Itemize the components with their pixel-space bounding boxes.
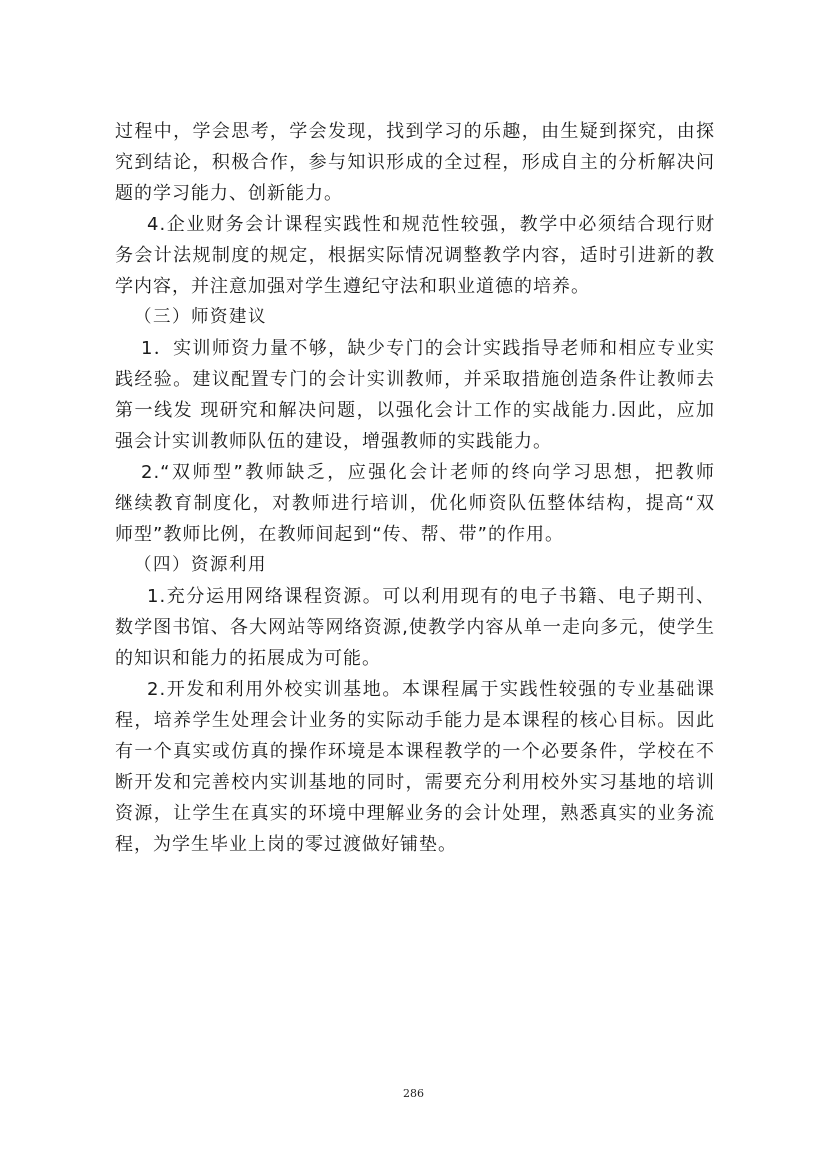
text-line: 强会计实训教师队伍的建设，增强教师的实践能力。 xyxy=(115,431,552,452)
text-line: 2.开发和利用外校实训基地。本课程属于实践性较强的专业基础课 xyxy=(147,679,715,700)
text-line: 继续教育制度化，对教师进行培训，优化师资队伍整体结构，提高“双 xyxy=(115,493,715,514)
text-line: 程，为学生毕业上岗的零过渡做好铺垫。 xyxy=(115,834,457,855)
text-line: 第一线发 现研究和解决问题，以强化会计工作的实战能力.因此，应加 xyxy=(115,400,715,421)
page-number: 286 xyxy=(403,1087,424,1100)
section-heading: （四）资源利用 xyxy=(134,555,267,575)
section-heading: （三）师资建议 xyxy=(134,307,267,327)
text-line: 学内容，并注意加强对学生遵纪守法和职业道德的培养。 xyxy=(115,276,590,297)
text-line: 2.“双师型”教师缺乏，应强化会计老师的终向学习思想，把教师 xyxy=(141,462,715,483)
text-line: 1．实训师资力量不够，缺少专门的会计实践指导老师和相应专业实 xyxy=(141,338,715,359)
text-line: 的知识和能力的拓展成为可能。 xyxy=(115,648,381,669)
text-line: 师型”教师比例，在教师间起到“传、帮、带”的作用。 xyxy=(115,524,564,545)
text-line: 资源，让学生在真实的环境中理解业务的会计处理，熟悉真实的业务流 xyxy=(115,803,715,824)
text-line: 究到结论，积极合作，参与知识形成的全过程，形成自主的分析解决问 xyxy=(115,152,715,173)
text-line: 1.充分运用网络课程资源。可以利用现有的电子书籍、电子期刊、 xyxy=(147,586,715,607)
text-line: 数学图书馆、各大网站等网络资源,使教学内容从单一走向多元，使学生 xyxy=(115,617,715,638)
text-line: 题的学习能力、创新能力。 xyxy=(115,183,343,204)
text-line: 程，培养学生处理会计业务的实际动手能力是本课程的核心目标。因此 xyxy=(115,710,715,731)
text-line: 断开发和完善校内实训基地的同时，需要充分利用校外实习基地的培训 xyxy=(115,772,715,793)
text-line: 过程中，学会思考，学会发现，找到学习的乐趣，由生疑到探究，由探 xyxy=(115,121,715,142)
text-line: 务会计法规制度的规定，根据实际情况调整教学内容，适时引进新的教 xyxy=(115,245,715,266)
text-line: 有一个真实或仿真的操作环境是本课程教学的一个必要条件，学校在不 xyxy=(115,741,715,762)
document-body xyxy=(115,116,715,860)
text-line: 4.企业财务会计课程实践性和规范性较强，教学中必须结合现行财 xyxy=(147,214,715,235)
text-line: 践经验。建议配置专门的会计实训教师，并采取措施创造条件让教师去 xyxy=(115,369,715,390)
